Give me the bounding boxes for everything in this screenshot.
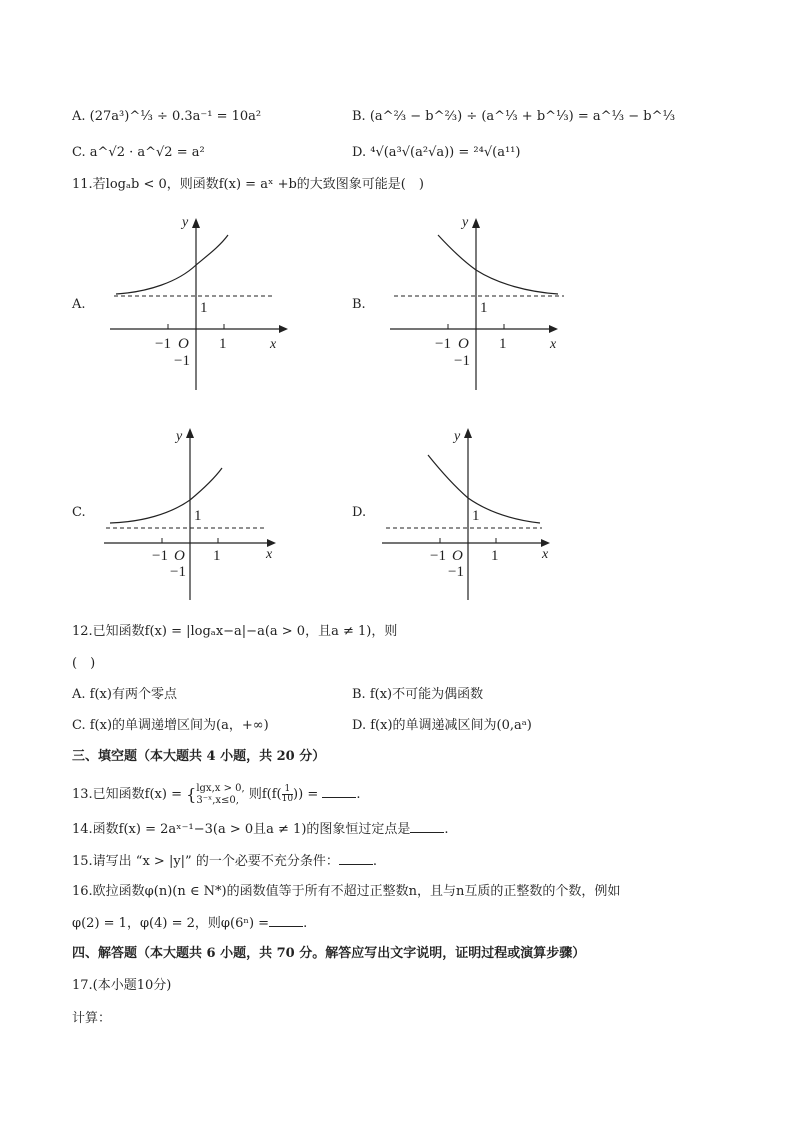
q12-stem: 12.已知函数f(x) = |logₐx−a|−a(a > 0，且a ≠ 1)，则: [72, 624, 398, 639]
q12-option-a: A. f(x)有两个零点: [72, 687, 177, 702]
neg1-y-label: −1: [170, 564, 186, 580]
curve: [110, 468, 222, 523]
neg1-x-label: −1: [155, 336, 171, 352]
q13-case-2: 3⁻ˣ,x≤0,: [196, 794, 239, 806]
q11-graph-c: [102, 422, 292, 602]
x-axis-arrow: [267, 539, 276, 547]
x-axis-arrow: [549, 325, 558, 333]
asymptote-label: 1: [472, 508, 480, 524]
q14: 14.函数f(x) = 2aˣ⁻¹−3(a > 0且a ≠ 1)的图象恒过定点是 .: [72, 822, 449, 837]
q11-graph-d-label: D.: [352, 505, 367, 520]
asymptote-label: 1: [194, 508, 202, 524]
q10-option-a: A. (27a³)^⅓ ÷ 0.3a⁻¹ = 10a²: [72, 109, 262, 124]
x-axis-arrow: [541, 539, 550, 547]
one-x-label: 1: [213, 548, 221, 564]
q12-option-d: D. f(x)的单调递减区间为(0,aᵃ): [352, 718, 532, 733]
curve: [438, 235, 558, 294]
q10-option-a-expr: (27a³)^⅓ ÷ 0.3a⁻¹ = 10a²: [89, 109, 262, 124]
y-axis-arrow: [186, 428, 194, 438]
q12-answer-paren: ( ): [72, 656, 96, 671]
neg1-y-label: −1: [454, 353, 470, 369]
q11-graph-d: [380, 422, 570, 602]
q11-graph-c-label: C.: [72, 505, 86, 520]
x-axis-arrow: [279, 325, 288, 333]
q16-blank[interactable]: [269, 914, 303, 927]
q11-graph-a-label: A.: [72, 297, 86, 312]
curve: [116, 235, 228, 294]
q11-graph-a: [108, 212, 298, 392]
q11-graph-b-label: B.: [352, 297, 366, 312]
x-label: x: [270, 337, 277, 352]
q16-line-1: 16.欧拉函数φ(n)(n ∈ N*)的函数值等于所有不超过正整数n，且与n互质的正整数的个数，例如: [72, 884, 621, 899]
neg1-y-label: −1: [174, 353, 190, 369]
origin-label: O: [452, 548, 463, 564]
y-label: y: [182, 215, 189, 230]
q12-option-b: B. f(x)不可能为偶函数: [352, 687, 484, 702]
one-x-label: 1: [491, 548, 499, 564]
neg1-x-label: −1: [435, 336, 451, 352]
y-axis-arrow: [472, 218, 480, 228]
q11-graph-b: [388, 212, 578, 392]
y-label: y: [454, 429, 461, 444]
x-label: x: [266, 547, 273, 562]
y-axis-arrow: [192, 218, 200, 228]
q16-line-2: φ(2) = 1，φ(4) = 2，则φ(6ⁿ) = .: [72, 916, 308, 931]
q15: 15.请写出 “x > |y|” 的一个必要不充分条件： .: [72, 854, 377, 869]
section-4-heading: 四、解答题（本大题共 6 小题，共 70 分。解答应写出文字说明，证明过程或演算步骤）: [72, 946, 586, 961]
q13-fraction: $\frac{1}{10}$: [281, 784, 294, 804]
q10-option-c: C. a^√2 · a^√2 = a²: [72, 145, 205, 160]
q11-stem: 11.若logₐb < 0，则函数f(x) = aˣ +b的大致图象可能是( ): [72, 177, 424, 192]
origin-label: O: [174, 548, 185, 564]
x-label: x: [550, 337, 557, 352]
q10-option-d: D. ⁴√(a³√(a²√a)) = ²⁴√(a¹¹): [352, 145, 521, 160]
one-x-label: 1: [219, 336, 227, 352]
curve: [428, 455, 540, 523]
q14-blank[interactable]: [410, 820, 444, 833]
asymptote-label: 1: [480, 300, 488, 316]
q13: 13.已知函数f(x) = { lgx,x > 0, 3⁻ˣ,x≤0, 则f(f( $\frac{1}{10}$ )) = .: [72, 782, 361, 806]
asymptote-label: 1: [200, 300, 208, 316]
q13-case-1: lgx,x > 0,: [196, 782, 245, 794]
neg1-x-label: −1: [152, 548, 168, 564]
neg1-y-label: −1: [448, 564, 464, 580]
x-label: x: [542, 547, 549, 562]
section-3-heading: 三、填空题（本大题共 4 小题，共 20 分）: [72, 749, 326, 764]
origin-label: O: [458, 336, 469, 352]
y-label: y: [176, 429, 183, 444]
q12-option-c: C. f(x)的单调递增区间为(a，+∞): [72, 718, 269, 733]
q10-option-b-expr: (a^⅔ − b^⅔) ÷ (a^⅓ + b^⅓) = a^⅓ − b^⅓: [369, 109, 676, 124]
one-x-label: 1: [499, 336, 507, 352]
neg1-x-label: −1: [430, 548, 446, 564]
q17-subtitle: 计算：: [72, 1011, 112, 1026]
y-label: y: [462, 215, 469, 230]
q15-blank[interactable]: [339, 852, 373, 865]
y-axis-arrow: [464, 428, 472, 438]
q10-option-d-expr: ⁴√(a³√(a²√a)) = ²⁴√(a¹¹): [370, 145, 521, 160]
origin-label: O: [178, 336, 189, 352]
q10-option-b: B. (a^⅔ − b^⅔) ÷ (a^⅓ + b^⅓) = a^⅓ − b^⅓: [352, 109, 676, 124]
q13-blank[interactable]: [322, 785, 356, 798]
q17-title: 17.(本小题10分): [72, 978, 172, 993]
q10-option-c-expr: a^√2 · a^√2 = a²: [89, 145, 205, 160]
